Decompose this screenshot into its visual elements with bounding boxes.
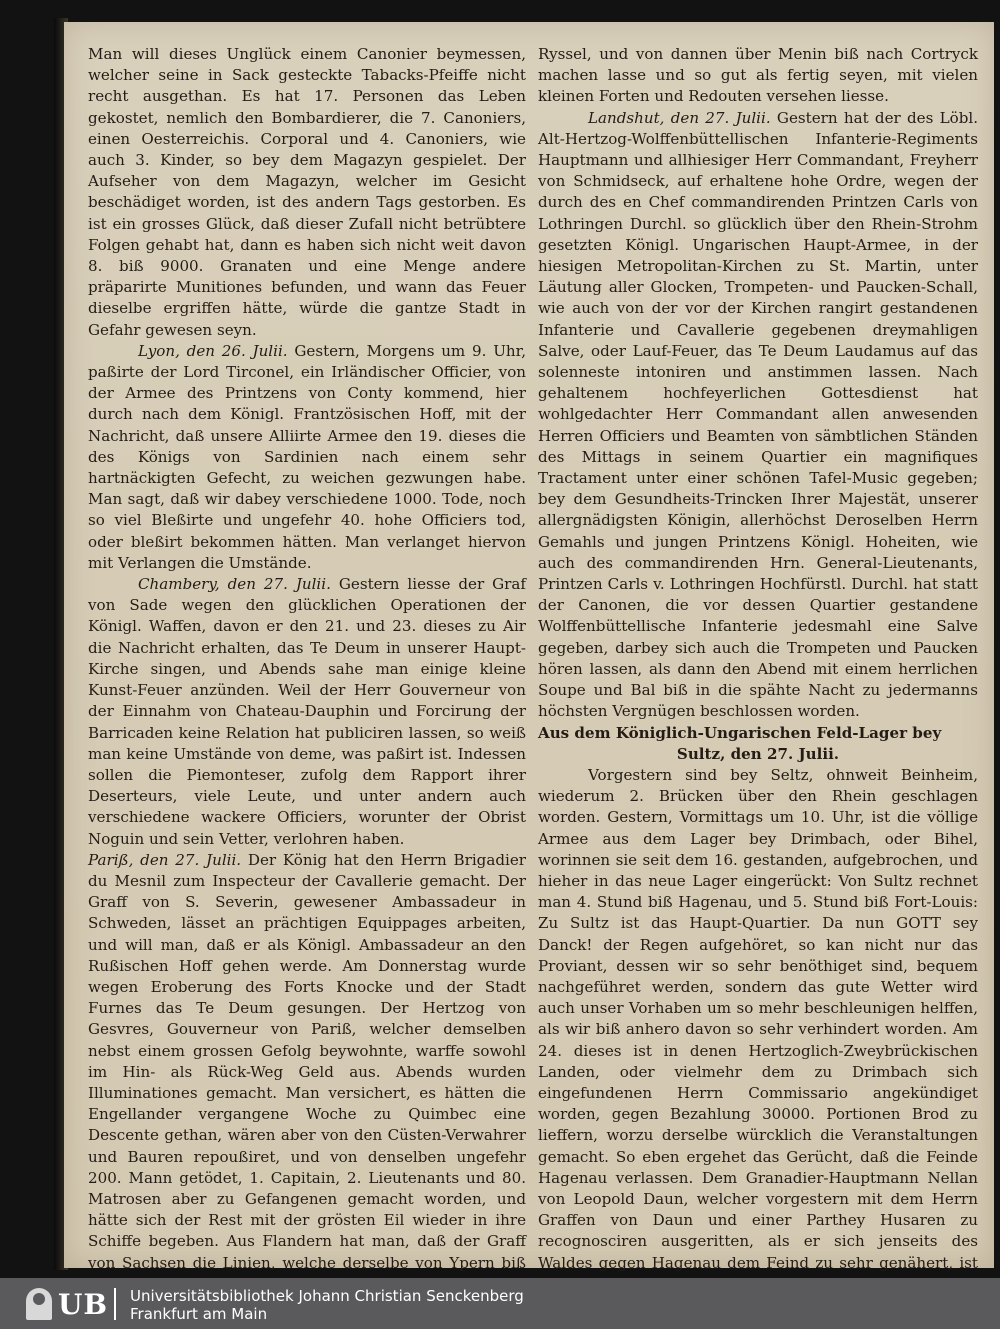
logo-text: UB <box>58 1287 109 1321</box>
dateline: Lyon, den 26. Julii. <box>138 341 288 360</box>
library-logo <box>26 1287 120 1321</box>
logo-divider <box>114 1288 116 1320</box>
left-column <box>88 44 526 1295</box>
section-heading-dateline: Sultz, den 27. Julii. <box>676 744 840 763</box>
article-paragraph: Vorgestern sind bey Seltz, ohnweit Beinheim, wiederum 2. Brücken über den Rhein geschlagen worden. Gestern, Vormittags um 10. Uhr, ist die völlige Armee aus dem Lager bey Drimbach, oder Bihel, worinnen sie seit dem 16. gestanden, aufgebrochen, und hieher in das neue Lager eingerückt: Von Sultz rechnet man 4. Stund biß Hagenau, und 5. Stund biß Fort-Louis: Zu Sultz ist das Haupt-Quartier. Da nun GOTT sey Danck! der Regen aufgehöret, so kan nicht nur das Proviant, dessen wir so sehr benöthiget sind, bequem nachgeführet werden, sondern das gute Wetter wird auch unser Vorhaben um so mehr beschleunigen helffen, als wir biß anhero davon so sehr verhindert worden. Am 24. dieses ist in denen Hertzoglich-Zweybrückischen Landen, oder vielmehr dem zu Drimbach sich eingefundenen Herrn Commissario angekündiget worden, gegen Bezahlung 30000. Portionen Brod zu lieffern, worzu derselbe würcklich die Veranstaltungen gemacht. So eben ergehet das Gerücht, daß die Feinde Hagenau verlassen. Dem Granadier-Hauptmann Nellan von Leopold Daun, welcher vorgestern mit dem Herrn Graffen von Daun und einer Parthey Husaren zu recognosciren ausgeritten, als er sich jenseits des Waldes gegen Hagenau dem Feind zu sehr genähert, ist <box>538 765 978 1272</box>
logo-figure-icon <box>26 1288 52 1320</box>
article-text: Gestern hat der des Löbl. Alt-Hertzog-Wolffenbüttellischen Infanterie-Regiments Hauptmann und allhiesiger Herr Commandant, Freyherr von Schmidseck, auf erhaltene hohe Ordre, wegen der durch des en Chef commandirenden Printzen Carls von Lothringen Durchl. so glücklich über den Rhein-Strohm gesetzten Königl. Ungarischen Haupt-Armee, in der hiesigen Metropolitan-Kirchen zu St. Martin, unter Läutung aller Glocken, Trompeten- und Paucken-Schall, wie auch von der vor der Kirchen rangirt gestandenen Infanterie und Cavallerie gegebenen dreymahligen Salve, oder Lauf-Feuer, das Te Deum Laudamus auf das solenneste intoniren und anstimmen lassen. Nach gehaltenem hochfeyerlichen Gottesdienst hat wohlgedachter Herr Commandant allen anwesenden Herren Officiers und Beamten von sämbtlichen Ständen des Mittags in seinem Quartier ein magnifiques Tractament unter einer schönen Tafel-Music gegeben; bey dem Gesundheits-Trincken Ihrer Majestät, unserer allergnädigsten Königin, allerhöchst Deroselben Herrn Gemahls und jungen Printzens Königl. Hoheiten, wie auch des commandirenden Hrn. General-Lieutenants, Printzen Carls v. Lothringen Hochfürstl. Durchl. hat statt der Canonen, die vor dessen Quartier gestandene Wolffenbüttellische Infanterie jedesmahl eine Salve gegeben, darbey sich auch die Trompeten und Paucken hören lassen, als dann den Abend mit einem herrlichen Soupe und Bal biß in die spähte Nacht zu jedermanns höchsten Vergnügen beschlossen worden. <box>538 108 978 721</box>
article-paragraph <box>538 108 978 723</box>
library-credit <box>130 1287 524 1323</box>
article-text: Gestern liesse der Graf von Sade wegen den glücklichen Operationen der Königl. Waffen, davon er den 21. und 23. dieses zu Air die Nachricht erhalten, das Te Deum in unserer Haupt-Kirche singen, und Abends sahe man einige kleine Kunst-Feuer anzünden. Weil der Herr Gouverneur von der Einnahm von Chateau-Dauphin und Forcirung der Barricaden keine Relation hat publiciren lassen, so weiß man keine Umstände von deme, was paßirt ist. Indessen sollen die Piemonteser, zufolg dem Rapport ihrer Deserteurs, viele Leute, und unter andern auch verschiedene wackere Officiers, worunter der Obrist Noguin und sein Vetter, verlohren haben. <box>88 575 526 848</box>
article-paragraph <box>88 850 526 1295</box>
article-text: Der König hat den Herrn Brigadier du Mesnil zum Inspecteur der Cavallerie gemacht. Der Graff von S. Severin, gewesener Ambassadeur in Schweden, lässet an prächtigen Equippages arbeiten, und will man, daß er als Königl. Ambassadeur an den Rußischen Hoff gehen werde. Am Donnerstag wurde wegen Eroberung des Forts Knocke und der Stadt Furnes das Te Deum gesungen. Der Hertzog von Gesvres, Gouverneur von Pariß, welcher demselben nebst einem grossen Gefolg beywohnte, warffe sowohl im Hin- als Rück-Weg Geld aus. Abends wurden Illuminationes gemacht. Man versichert, es hätten die Engellander vergangene Woche zu Quimbec eine Descente gethan, wären aber von den Cüsten-Verwahrer und Bauren repoußiret, und von denselben ungefehr 200. Mann getödet, 1. Capitain, 2. Lieutenants und 80. Matrosen aber zu Gefangenen gemacht worden, und hätte sich der Rest mit der grösten Eil wieder in ihre Schiffe begeben. Aus Flandern hat man, daß der Graff von Sachsen die Linien, welche derselbe von Ypern biß <box>88 850 526 1272</box>
article-paragraph <box>538 723 978 765</box>
library-name: Universitätsbibliothek Johann Christian Senckenberg <box>130 1287 524 1305</box>
right-column <box>538 44 978 1316</box>
dateline: Pariß, den 27. Julii. <box>88 850 242 869</box>
dateline: Landshut, den 27. Julii. <box>588 108 771 127</box>
article-text: Gestern, Morgens um 9. Uhr, paßirte der Lord Tirconel, ein Irländischer Officier, von der Armee des Printzens von Conty kommend, hier durch nach dem Königl. Frantzösischen Hoff, mit der Nachricht, daß unsere Alliirte Armee den 19. dieses die des Königs von Sardinien nach einem sehr hartnäckigten Gefecht, zu weichen gezwungen habe. Man sagt, daß wir dabey verschiedene 1000. Tode, noch so viel Bleßirte und ungefehr 40. hohe Officiers tod, oder bleßirt bekommen hätten. Man verlanget hiervon mit Verlangen die Umstände. <box>88 341 526 572</box>
article-paragraph <box>88 574 526 850</box>
dateline: Chambery, den 27. Julii. <box>138 575 331 594</box>
article-paragraph: Man will dieses Unglück einem Canonier beymessen, welcher seine in Sack gesteckte Tabacks-Pfeiffe nicht recht ausgethan. Es hat 17. Personen das Leben gekostet, nemlich den Bombardierer, die 7. Canoniers, einen Oesterreichis. Corporal und 4. Canoniers, wie auch 3. Kinder, so bey dem Magazyn gespielet. Der Aufseher von dem Magazyn, welcher im Gesicht beschädiget worden, ist des andern Tags gestorben. Es ist ein grosses Glück, daß dieser Zufall nicht betrübtere Folgen gehabt hat, dann es haben sich nicht weit davon 8. biß 9000. Granaten und eine Menge andere präparirte Munitiones befunden, und wann das Feuer dieselbe ergriffen hätte, würde die gantze Stadt in Gefahr gewesen seyn. <box>88 45 526 339</box>
article-paragraph <box>88 341 526 574</box>
library-city: Frankfurt am Main <box>130 1305 268 1323</box>
section-heading: Aus dem Königlich-Ungarischen Feld-Lager bey <box>538 723 942 742</box>
article-paragraph: Ryssel, und von dannen über Menin biß nach Cortryck machen lasse und so gut als fertig seyen, mit vielen kleinen Forten und Redouten versehen liesse. <box>538 45 978 106</box>
